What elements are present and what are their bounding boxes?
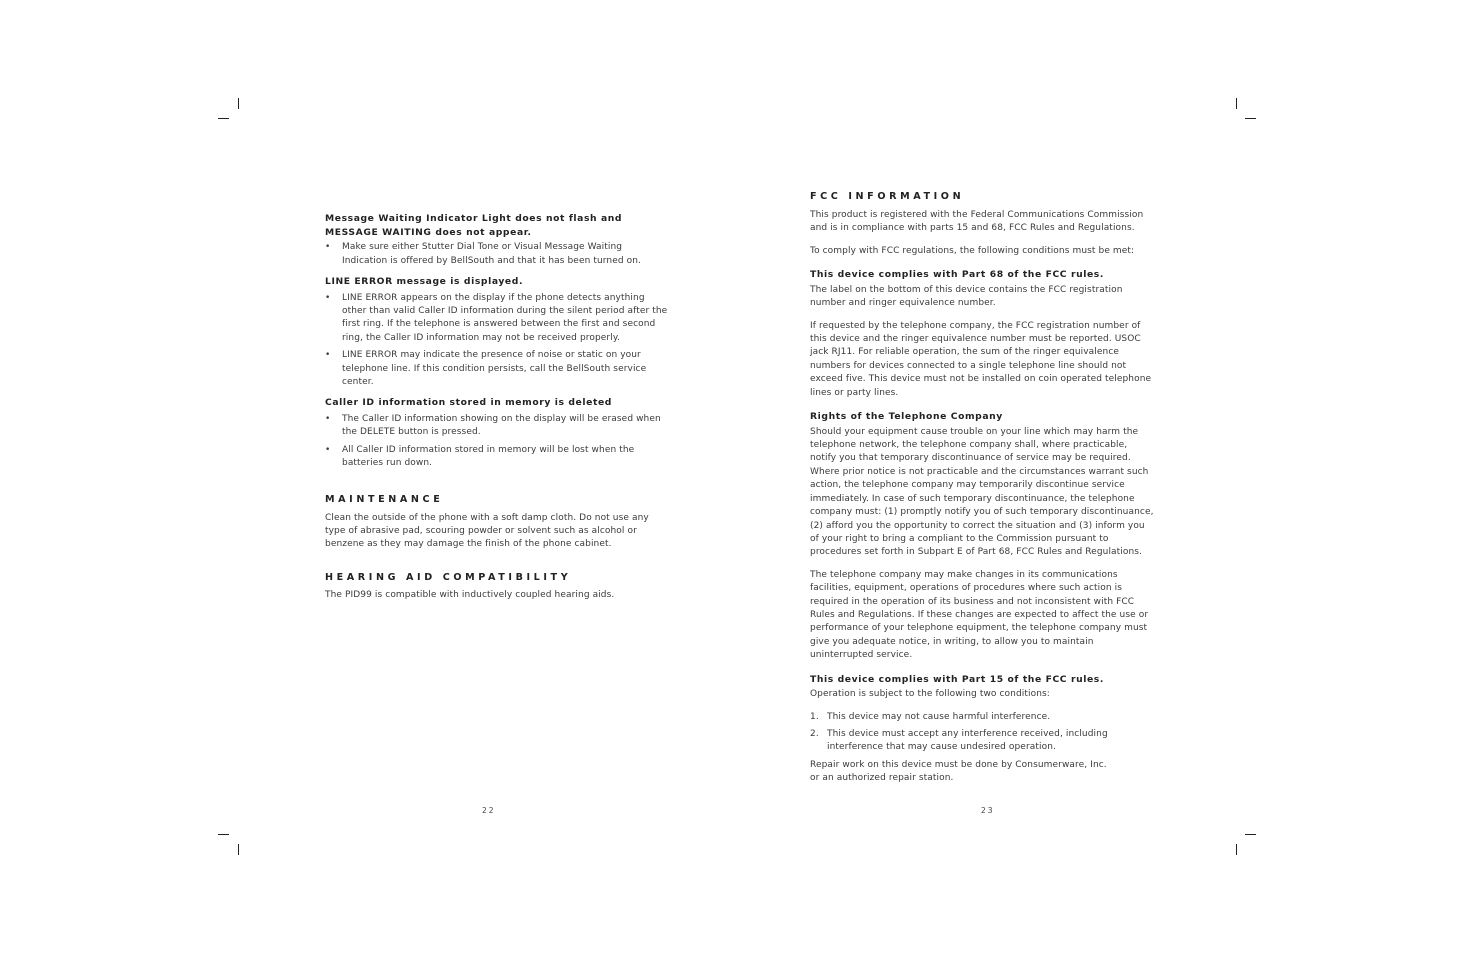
heading-part-15: This device complies with Part 15 of the FCC rules.: [810, 673, 1104, 685]
heading-message-waiting: Message Waiting Indicator Light does not flash and MESSAGE WAITING does not appear.: [325, 213, 623, 238]
crop-mark: [218, 834, 229, 835]
list-item: • Make sure either Stutter Dial Tone or Visual Message Waiting Indication is offered by BellSouth and that it has been turned on.: [325, 241, 647, 268]
list-item: • LINE ERROR appears on the display if the phone detects anything other than valid Caller ID information during the silent period after the first ring. If the telephone is answered between the first and second ring, the Caller ID information may not be received properly.: [325, 292, 670, 346]
repair-text: Repair work on this device must be done by Consumerware, Inc. or an authorized repair station.: [810, 759, 1107, 784]
label-text: The label on the bottom of this device contains the FCC registration number and ringer equivalence number.: [810, 284, 1123, 309]
crop-mark: [1236, 844, 1237, 855]
fcc-intro: This product is registered with the Federal Communications Commission and is in compliance with parts 15 and 68, FCC Rules and Regulations.: [810, 210, 1144, 234]
rights-text: Should your equipment cause trouble on your line which may harm the telephone network, the telephone company shall, where practicable, notify you that temporary discontinuance of service may be required. Where prior notice is not practicable and the circumstances warrant such action, the telephone company may temporarily discontinue service immediately. In case of such temporary discontinuance, the telephone company must: (1) promptly notify you of such temporary discontinuance, (2) afford you the opportunity to correct the situation and (3) inform you of your right to bring a compliant to the Commission pursuant to procedures set forth in Subpart E of Part 68, FCC Rules and Regulations.: [810, 426, 1154, 558]
list-line-error: [325, 292, 670, 390]
page-number-left: 22: [482, 806, 496, 815]
crop-mark: [238, 844, 239, 855]
list-item: • LINE ERROR may indicate the presence of noise or static on your telephone line. If this condition persists, call the BellSouth service center.: [325, 349, 652, 389]
hearing-aid-text: The PID99 is compatible with inductively coupled hearing aids.: [325, 589, 615, 600]
list-message-waiting: [325, 241, 670, 268]
crop-mark: [1236, 98, 1237, 109]
changes-text: The telephone company may make changes in its communications facilities, equipment, operations of procedures where such action is required in the operation of its business and not inconsistent with FCC Rules and Regulations. If these changes are expected to affect the use or performance of your telephone equipment, the telephone company must give you adequate notice, in writing, to allow you to maintain uninterrupted service.: [810, 569, 1149, 661]
maintenance-text: Clean the outside of the phone with a soft damp cloth. Do not use any type of abrasive pad, scouring powder or solvent such as alcohol or benzene as they may damage the finish of the phone cabinet.: [325, 512, 649, 550]
crop-mark: [1245, 834, 1256, 835]
list-caller-id: [325, 413, 670, 471]
list-item: 2. This device must accept any interference received, including interference that may cause undesired operation.: [810, 728, 1108, 753]
heading-caller-id-deleted: Caller ID information stored in memory is deleted: [325, 397, 612, 409]
crop-mark: [1245, 118, 1256, 119]
right-page: [810, 190, 1155, 786]
conditions-list: [810, 711, 1155, 755]
fcc-title: FCC INFORMATION: [810, 191, 965, 202]
requested-text: If requested by the telephone company, the FCC registration number of this device and the ringer equivalence number must be reported. USOC jack RJ11. For reliable operation, the sum of the ringer equivalence numbers for devices connected to a single telephone line should not exceed five. This device must not be installed on coin operated telephone lines or party lines.: [810, 320, 1152, 398]
crop-mark: [218, 118, 229, 119]
crop-mark: [238, 98, 239, 109]
hearing-aid-title: HEARING AID COMPATIBILITY: [325, 571, 572, 583]
left-page: [325, 212, 670, 602]
heading-rights: Rights of the Telephone Company: [810, 411, 1003, 423]
heading-part-68: This device complies with Part 68 of the FCC rules.: [810, 269, 1104, 281]
list-item: • The Caller ID information showing on the display will be erased when the DELETE button is pressed.: [325, 413, 670, 440]
operation-text: Operation is subject to the following two conditions:: [810, 689, 1050, 700]
list-item: 1. This device may not cause harmful interference.: [810, 711, 1051, 722]
fcc-comply: To comply with FCC regulations, the following conditions must be met:: [810, 245, 1135, 256]
page-number-right: 23: [981, 806, 995, 815]
list-item: • All Caller ID information stored in memory will be lost when the batteries run down.: [325, 444, 652, 471]
maintenance-title: MAINTENANCE: [325, 493, 444, 505]
heading-line-error: LINE ERROR message is displayed.: [325, 276, 524, 287]
